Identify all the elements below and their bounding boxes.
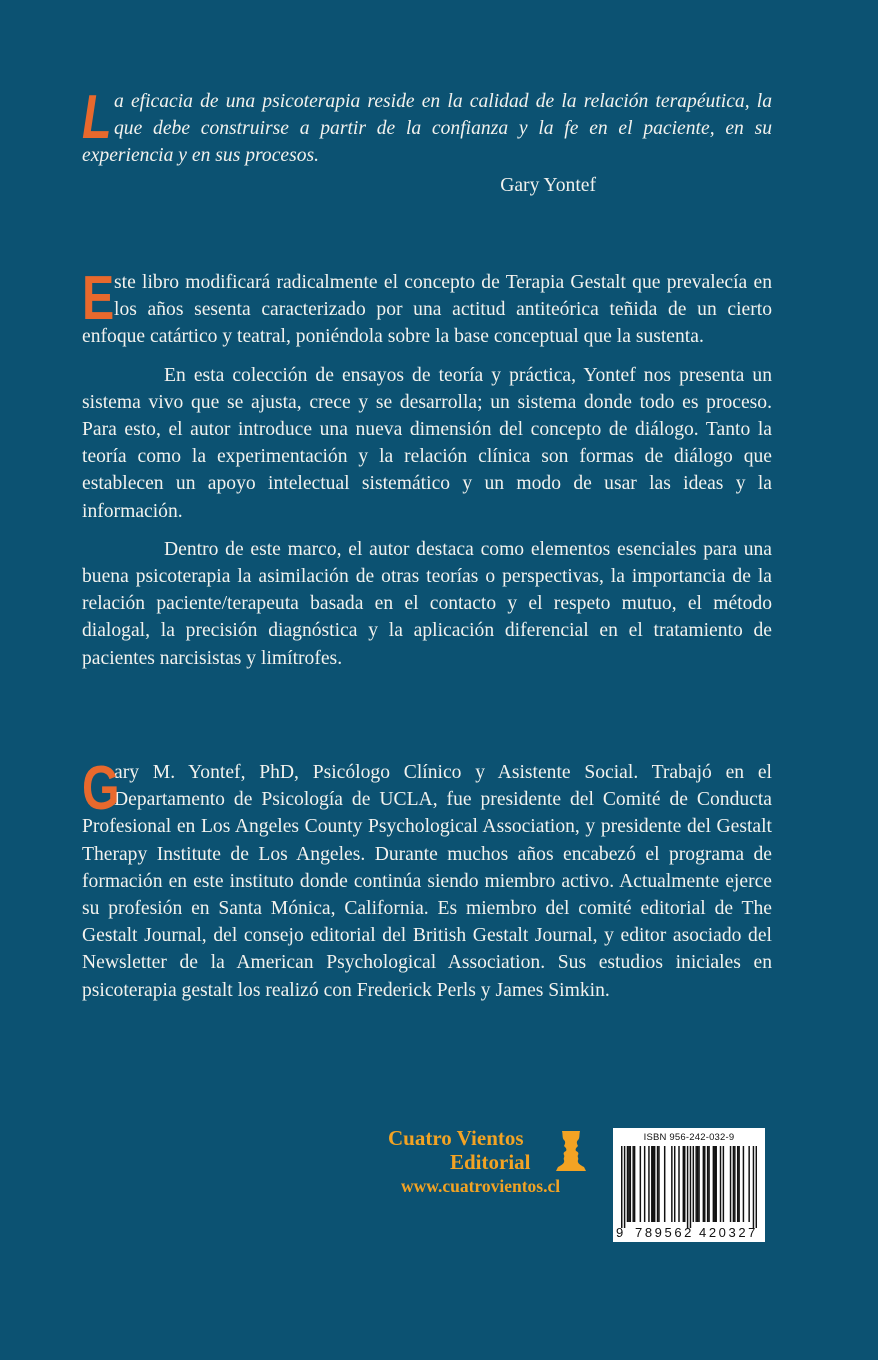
barcode-bar [708,1146,709,1222]
barcode-bar [687,1146,688,1228]
barcode-bar [697,1146,698,1222]
barcode-bar [737,1146,738,1222]
barcode-bar [695,1146,696,1222]
barcode-bar [671,1146,672,1222]
barcode-bar [713,1146,714,1222]
barcode-bar [748,1146,749,1222]
barcode-bar [634,1146,635,1222]
ean-digits [613,1225,765,1241]
description-text-1: ste libro modificará radicalmente el concepto de Terapia Gestalt que prevalecía en los años sesenta caracterizado por una actitud antiteórica teñida de un cierto enfoque catártico y teatral, poniéndola sobre la base conceptual que la sustenta. [82,272,772,348]
barcode-bar [658,1146,659,1222]
barcode-bar [648,1146,649,1222]
barcode-bar [756,1146,757,1228]
isbn-barcode [613,1128,765,1242]
barcode-bar [714,1146,715,1222]
barcode-bar [743,1146,744,1222]
two-faces-profile-icon [548,1131,594,1171]
author-bio-block [82,754,772,1004]
barcode-bar [640,1146,641,1222]
barcode-bar [654,1146,655,1222]
barcode-bar [734,1146,735,1222]
ean-right-digits: 420327 [699,1225,758,1240]
ean-first-digit: 9 [616,1225,624,1240]
barcode-bar [652,1146,653,1222]
quote-dropcap: L [82,83,112,152]
barcode-bar [664,1146,665,1222]
author-bio-text: ary M. Yontef, PhD, Psicólogo Clínico y Asistente Social. Trabajó en el Departamento de Psicología de UCLA, fue presidente del Comité de Conducta Profesional en Los Angeles County Psychological Association, y presidente del Gestalt Therapy Institute de Los Angeles. Durante muchos años encabezó el programa de formación en este instituto donde continúa siendo miembro activo. Actualmente ejerce su profesión en Santa Mónica, California. Es miembro del comité editorial de The Gestalt Journal, del consejo editorial del British Gestalt Journal, y editor asociado del Newsletter de la American Psychological Association. Sus estudios iniciales en psicoterapia gestalt los realizó con Frederick Perls y James Simkin. [82,762,772,1001]
barcode-bar [624,1146,625,1228]
barcode-bar [738,1146,739,1222]
barcode-bar [753,1146,754,1228]
barcode-bar [690,1146,691,1228]
description-paragraph-3: Dentro de este marco, el autor destaca como elementos esenciales para una buena psicoterapia la asimilación de otras teorías o perspectivas, la importancia de la relación paciente/terapeuta basada en el contacto y el respeto mutuo, el método dialogal, la precisión diagnóstica y la aplicación diferencial en el tratamiento de pacientes narcisistas y limítrofes. [82,538,772,669]
barcode-bar [715,1146,716,1222]
publisher-name-line1: Cuatro Vientos [388,1126,524,1150]
barcode-bar [704,1146,705,1222]
barcode-bar [632,1146,633,1222]
barcode-bar [628,1146,629,1222]
barcode-bar [720,1146,721,1222]
description-paragraph-1 [82,264,772,351]
barcode-bar [707,1146,708,1222]
isbn-label: ISBN 956-242-032-9 [643,1132,735,1143]
barcode-bar [644,1146,645,1222]
barcode-bar [723,1146,724,1222]
barcode-bar [657,1146,658,1222]
description-block [82,264,772,672]
author-bio-dropcap: G [82,754,120,823]
description-paragraph-2: En esta colección de ensayos de teoría y práctica, Yontef nos presenta un sistema vivo que se ajusta, crece y se desarrolla; un sistema donde todo es proceso. Para esto, el autor introduce una nueva dimensión del concepto de diálogo. Tanto la teoría como la experimentación y la relación clínica son formas de diálogo que establecen un apoyo intelectual sistemático y un modo de usar las ideas y la información. [82,364,772,522]
quote-paragraph [82,83,772,170]
quote-block [82,83,772,199]
barcode-bar [621,1146,622,1228]
barcode-bar [630,1146,631,1222]
barcode-bar [733,1146,734,1222]
barcode-bar [693,1146,694,1222]
barcode-bar [651,1146,652,1222]
barcode-bar [683,1146,684,1222]
ean-left-digits: 789562 [635,1225,694,1240]
publisher-name-line2: Editorial [450,1150,531,1174]
barcode-bar [684,1146,685,1222]
barcode-bar [678,1146,679,1222]
barcode-bar [730,1146,731,1222]
publisher-url: www.cuatrovientos.cl [401,1176,561,1196]
barcode-bar [674,1146,675,1222]
description-dropcap: E [82,264,115,333]
barcode-bar [698,1146,699,1222]
author-bio-paragraph [82,754,772,1004]
barcode-bar [703,1146,704,1222]
quote-text: a eficacia de una psicoterapia reside en la calidad de la relación terapéutica, la que debe construirse a partir de la confianza y la fe en el paciente, en su experiencia y en sus procesos. [82,91,772,167]
quote-attribution: Gary Yontef [500,174,596,196]
barcode-bars [621,1146,757,1228]
barcode-bar [627,1146,628,1222]
